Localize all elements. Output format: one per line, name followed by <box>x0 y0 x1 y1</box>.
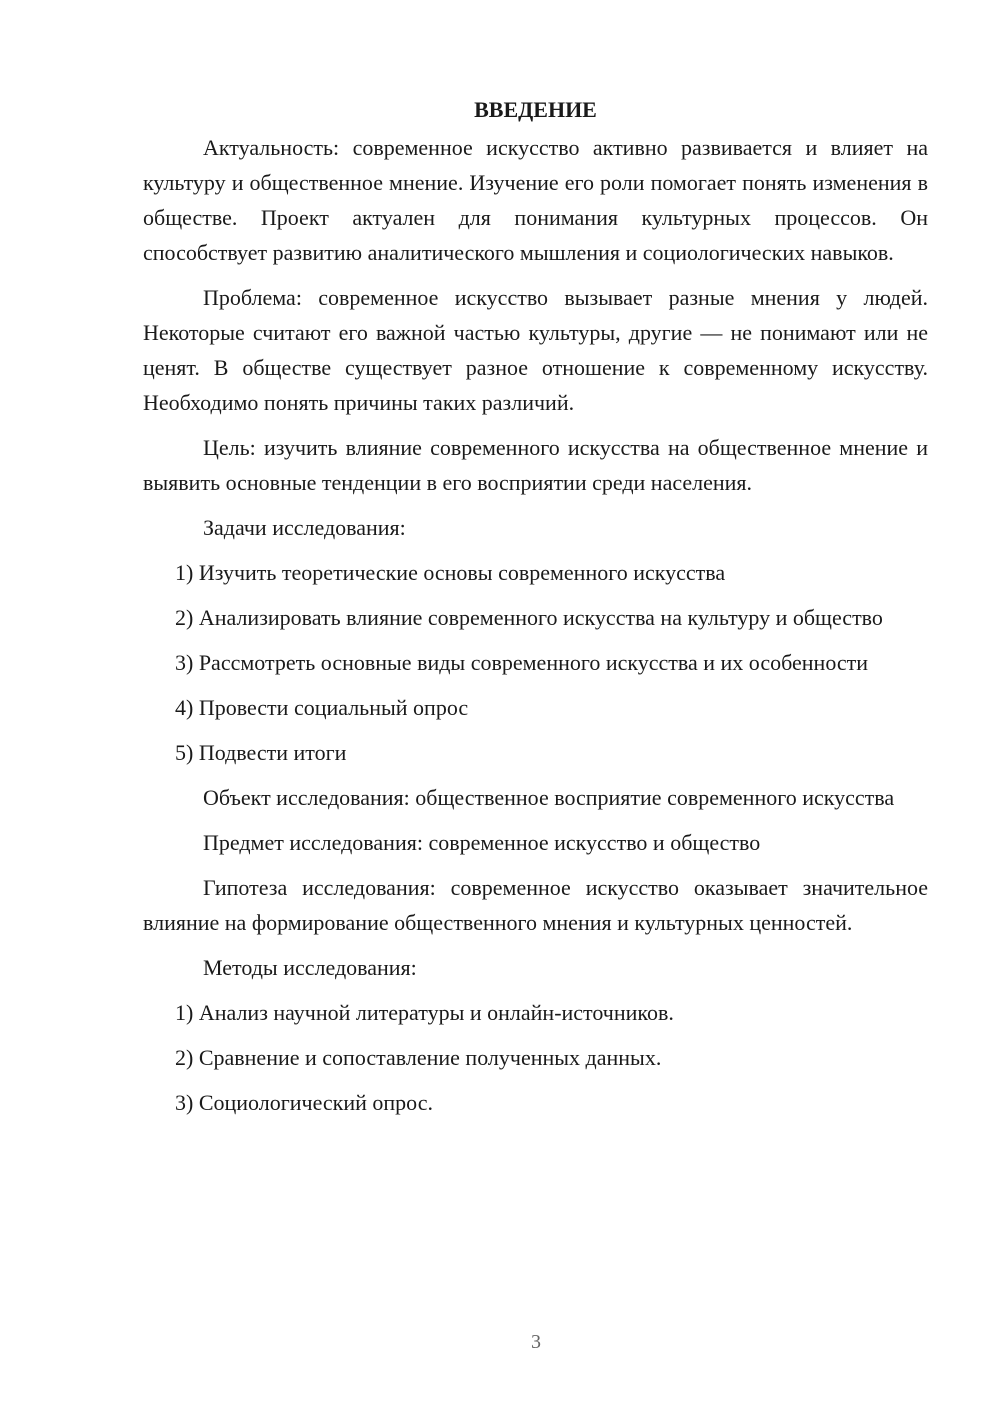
method-item-2: 2) Сравнение и сопоставление полученных данных. <box>175 1045 662 1070</box>
tasks-heading: Задачи исследования: <box>203 515 406 540</box>
method-item-1: 1) Анализ научной литературы и онлайн-источников. <box>175 1000 674 1025</box>
object-paragraph: Объект исследования: общественное восприятие современного искусства <box>203 785 895 810</box>
goal-paragraph: Цель: изучить влияние современного искусства на общественное мнение и выявить основные тенденции в его восприятии среди населения. <box>143 435 928 495</box>
task-item-4: 4) Провести социальный опрос <box>175 695 469 720</box>
task-item-5: 5) Подвести итоги <box>175 740 347 765</box>
task-item-2: 2) Анализировать влияние современного искусства на культуру и общество <box>175 605 883 630</box>
hypothesis-paragraph: Гипотеза исследования: современное искусство оказывает значительное влияние на формирование общественного мнения и культурных ценностей. <box>143 875 928 935</box>
task-item-1: 1) Изучить теоретические основы современного искусства <box>175 560 726 585</box>
method-item-3: 3) Социологический опрос. <box>175 1090 433 1115</box>
relevance-paragraph: Актуальность: современное искусство активно развивается и влияет на культуру и общественное мнение. Изучение его роли помогает понять изменения в обществе. Проект актуален для понимания культурных процессов. Он способствует развитию аналитического мышления и социологических навыков. <box>143 135 928 265</box>
document-page <box>143 92 928 1130</box>
problem-paragraph: Проблема: современное искусство вызывает разные мнения у людей. Некоторые считают его важной частью культуры, другие — не понимают или не ценят. В обществе существует разное отношение к современному искусству. Необходимо понять причины таких различий. <box>143 285 928 415</box>
task-item-3: 3) Рассмотреть основные виды современного искусства и их особенности <box>175 650 869 675</box>
section-title: ВВЕДЕНИЕ <box>474 97 597 122</box>
page-number: 3 <box>531 1331 541 1353</box>
subject-paragraph: Предмет исследования: современное искусство и общество <box>203 830 761 855</box>
methods-heading: Методы исследования: <box>203 955 417 980</box>
